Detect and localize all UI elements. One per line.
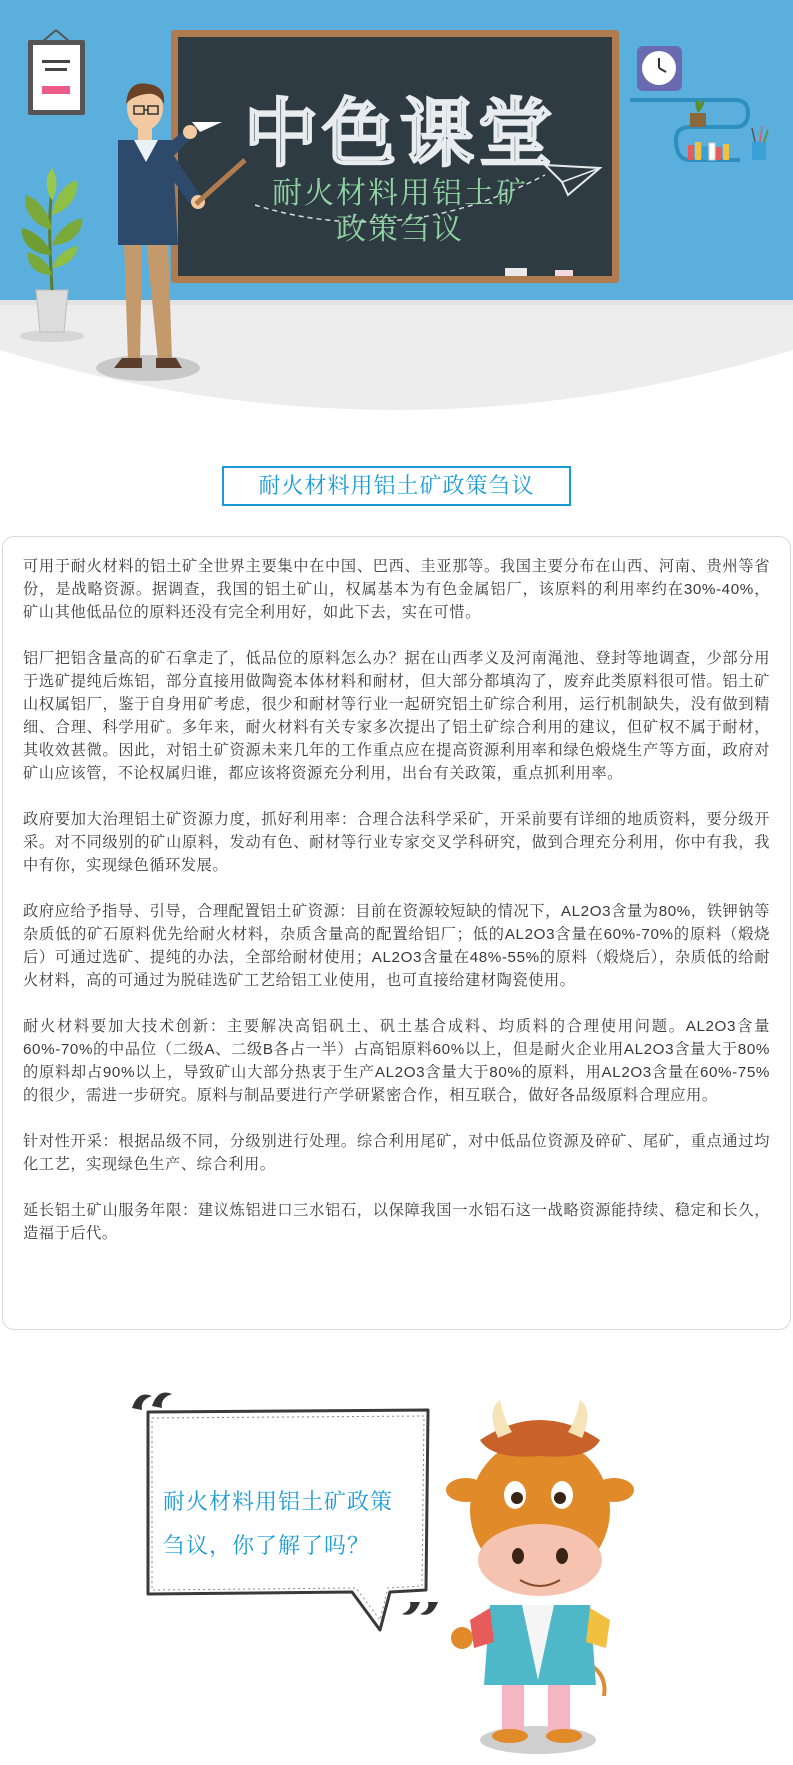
article-paragraph: 铝厂把铝含量高的矿石拿走了，低品位的原料怎么办？据在山西孝义及河南渑池、登封等地调查，少部分用于选矿提纯后炼铝，部分直接用做陶瓷本体材料和耐材，但大部分都填沟了，废弃此类原料很可惜。铝土矿山权属铝厂，鉴于自身用矿考虑，很少和耐材等行业一起研究铝土矿综合利用，运行机制缺失，没有做到精细、合理、科学用矿。多年来，耐火材料有关专家多次提出了铝土矿综合利用的建议，但矿权不属于耐材，其收效甚微。因此，对铝土矿资源未来几年的工作重点应在提高资源利用率和绿色煅烧生产等方面，政府对矿山应该管，不论权属归谁，都应该将资源充分利用，出台有关政策，重点抓利用率。	[23, 650, 770, 782]
article-paragraph: 延长铝土矿山服务年限：建议炼铝进口三水铝石，以保障我国一水铝石这一战略资源能持续、稳定和长久，造福于后代。	[23, 1202, 770, 1242]
speech-bubble-and-mascot	[0, 1380, 793, 1765]
poster-icon	[28, 30, 85, 115]
article-card	[2, 536, 791, 1330]
article-paragraph: 针对性开采：根据品级不同，分级别进行处理。综合利用尾矿，对中低品位资源及碎矿、尾矿，重点通过均化工艺，实现绿色生产、综合利用。	[23, 1133, 770, 1173]
article-paragraph: 政府应给予指导、引导，合理配置铝土矿资源：目前在资源较短缺的情况下，AL2O3含量为80%，铁钾钠等杂质低的矿石原料优先给耐火材料，杂质含量高的配置给铝厂；低的AL2O3含量在60%-70%的原料（煅烧后）可通过选矿、提纯的办法，全部给耐材使用；AL2O3含量在48%-55%的原料（煅烧后），杂质低的给耐火材料，高的可通过为脱硅选矿工艺给铝工业使用，也可直接给建材陶瓷使用。	[23, 903, 770, 989]
bubble-text-line2: 刍议，你了解了吗？	[163, 1533, 371, 1558]
board-subtitle-line1: 耐火材料用铝土矿	[272, 176, 528, 211]
mascot-illustration	[446, 1400, 634, 1754]
header-banner	[0, 0, 793, 440]
clock-icon	[637, 46, 682, 91]
footer-illustration	[0, 1380, 793, 1765]
board-title: 中色课堂	[244, 91, 556, 177]
board-subtitle-line2: 政策刍议	[336, 212, 464, 247]
article-paragraph: 可用于耐火材料的铝土矿全世界主要集中在中国、巴西、圭亚那等。我国主要分布在山西、河南、贵州等省份，是战略资源。据调查，我国的铝土矿山，权属基本为有色金属铝厂，该原料的利用率约在30%-40%，矿山其他低品位的原料还没有完全利用好，如此下去，实在可惜。	[23, 558, 770, 621]
section-title: 耐火材料用铝土矿政策刍议	[222, 466, 571, 506]
article-paragraph: 政府要加大治理铝土矿资源力度，抓好利用率：合理合法科学采矿，开采前要有详细的地质资料，要分级开采。对不同级别的矿山原料，发动有色、耐材等行业专家交叉学科研究，做到合理充分利用，你中有我，我中有你，实现绿色循环发展。	[23, 811, 770, 874]
bubble-text-line1: 耐火材料用铝土矿政策	[163, 1489, 394, 1514]
article-paragraph: 耐火材料要加大技术创新：主要解决高铝矾土、矾土基合成料、均质料的合理使用问题。AL2O3含量60%-70%的中品位（二级A、二级B各占一半）占高铝原料60%以上，但是耐火企业用AL2O3含量大于80%的原料却占90%以上，导致矿山大部分热衷于生产AL2O3含量大于80%的原料，用AL2O3含量在60%-75%的很少，需进一步研究。原料与制品要进行产学研紧密合作，相互联合，做好各品级原料合理应用。	[23, 1018, 770, 1104]
